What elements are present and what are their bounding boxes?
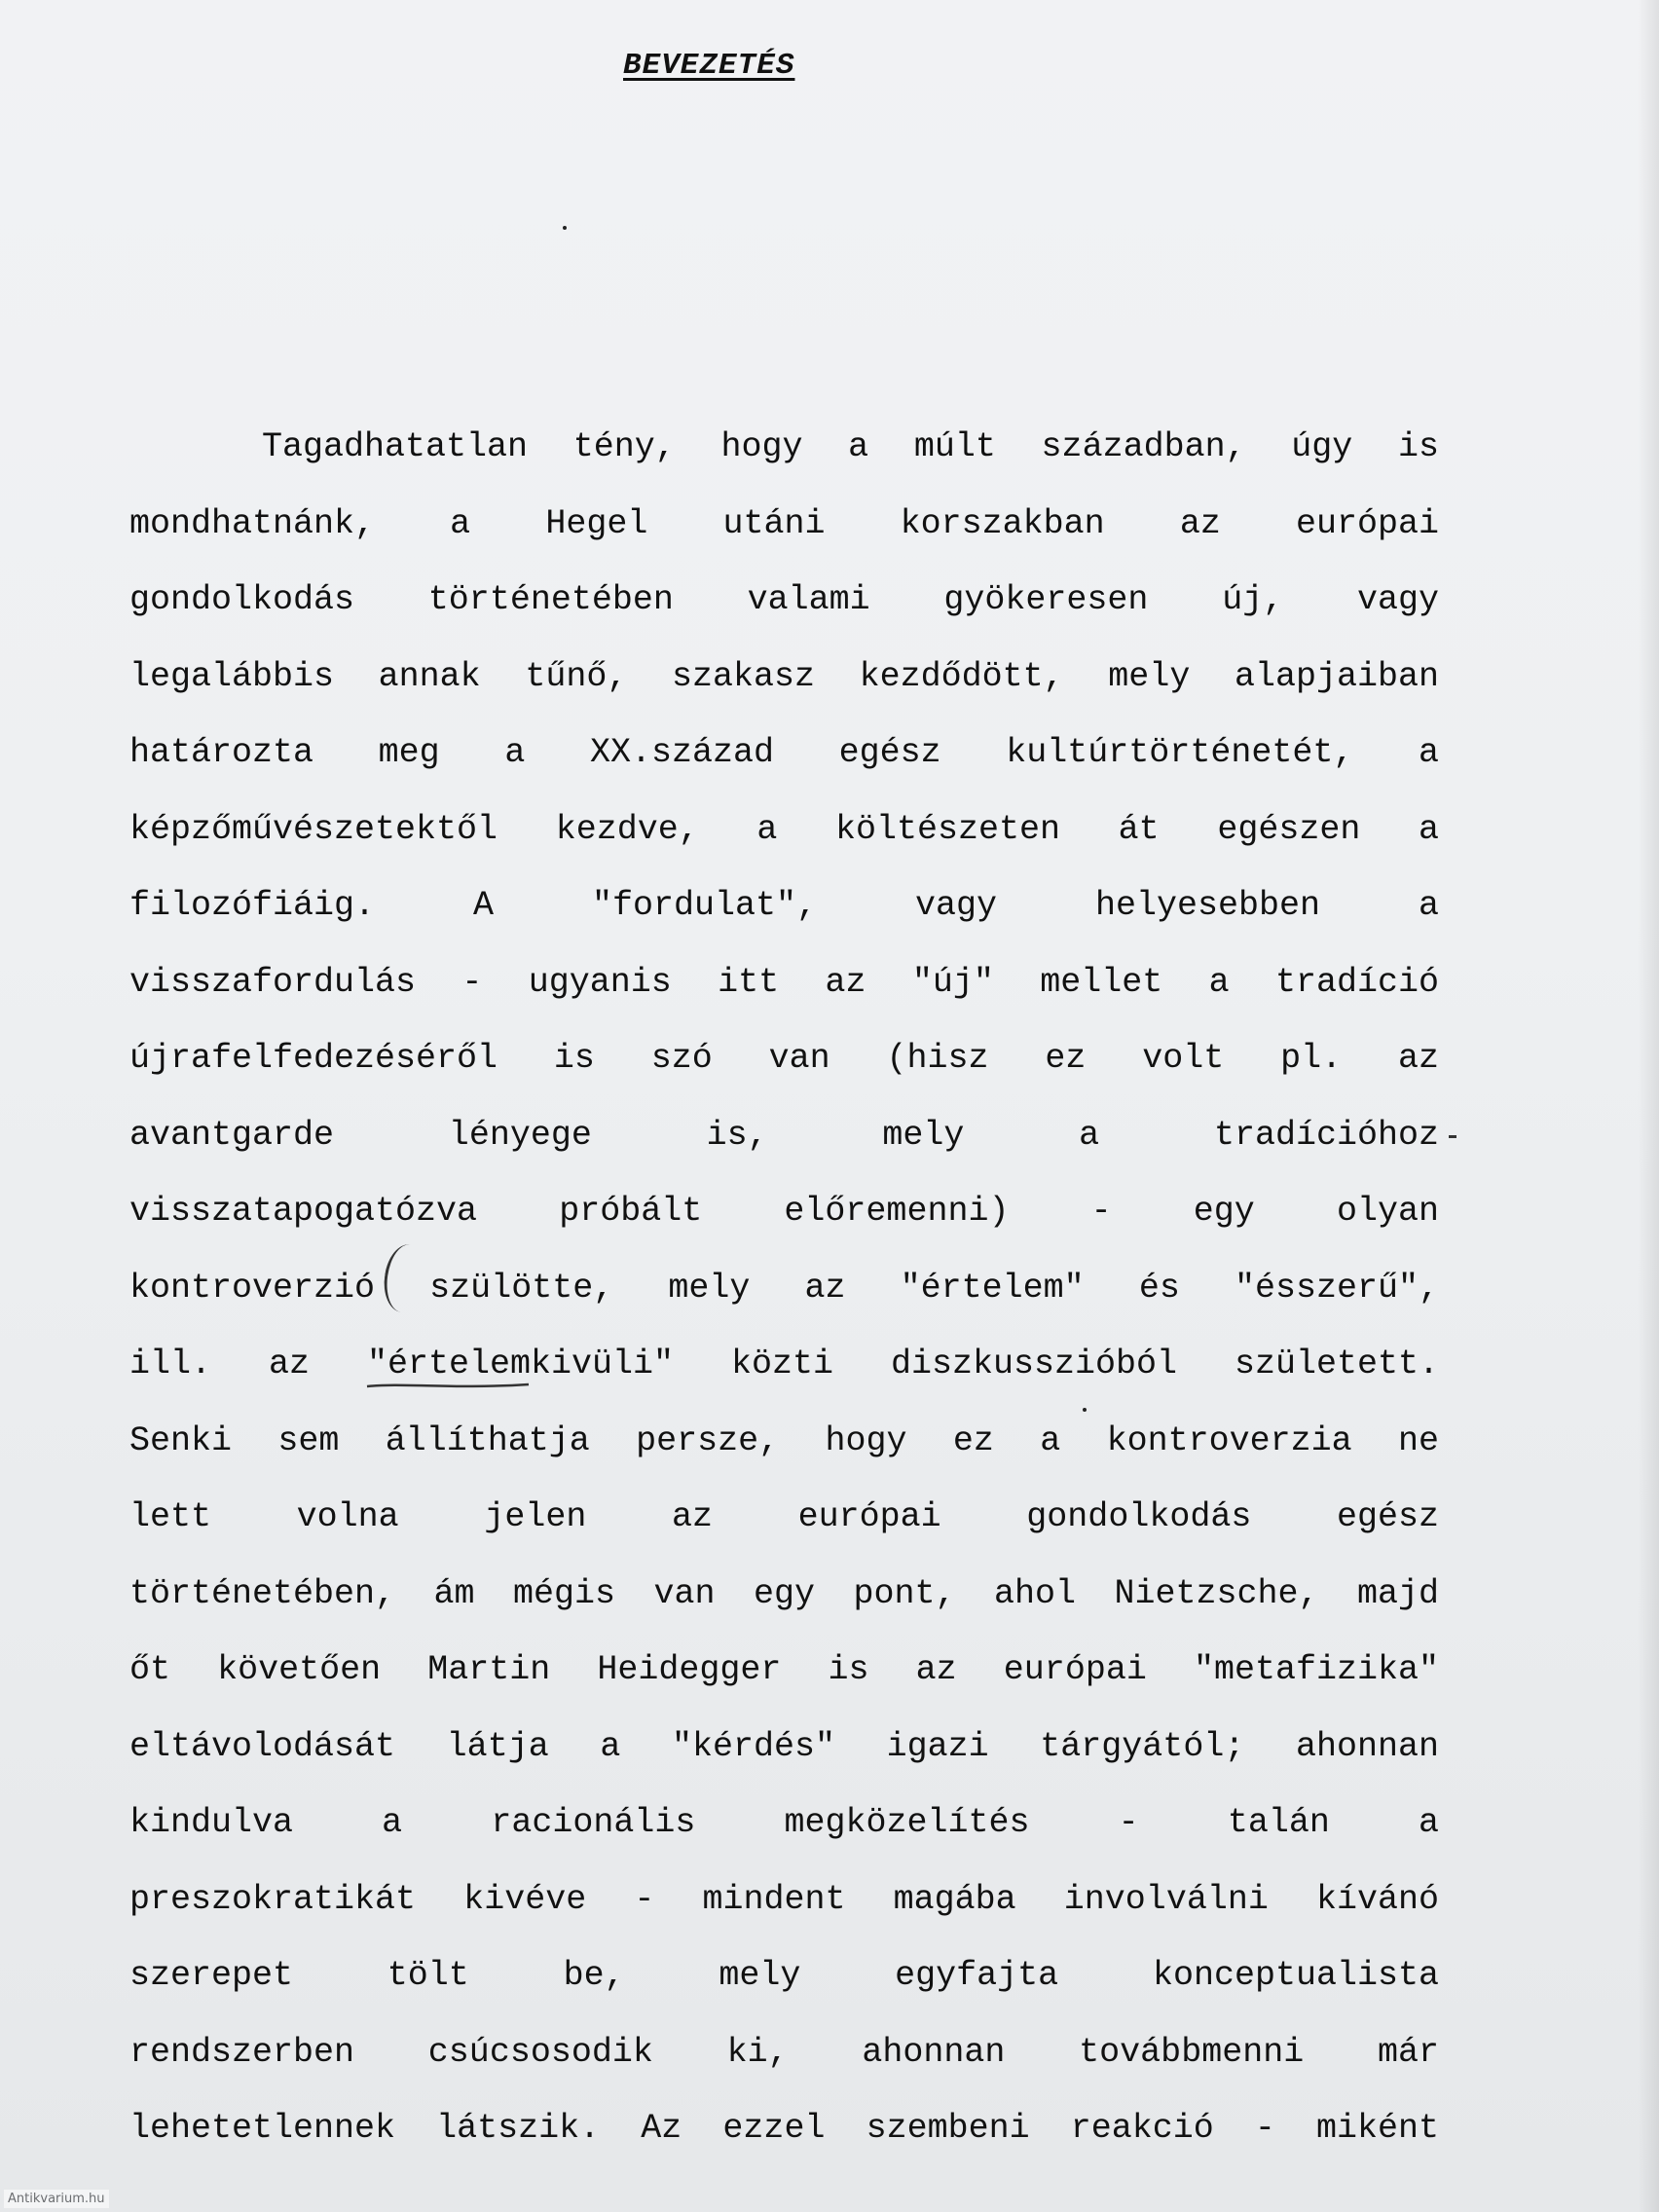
text-line: ill. az "értelemkivüli" közti diszkusszióból született.: [129, 1345, 1439, 1383]
text-line: határozta meg a XX.század egész kultúrtörténetét, a: [129, 733, 1439, 772]
text-line: preszokratikát kivéve - mindent magába involválni kívánó: [129, 1879, 1439, 1919]
text-line: kindulva a racionális megközelítés - talán a: [129, 1803, 1439, 1842]
text-line: rendszerben csúcsosodik ki, ahonnan továbbmenni már: [129, 2032, 1439, 2072]
text-line: legalábbis annak tűnő, szakasz kezdődött, mely alapjaiban: [129, 656, 1439, 696]
text-line: visszatapogatózva próbált előremenni) - egy olyan: [129, 1192, 1439, 1231]
text-line: eltávolodását látja a "kérdés" igazi tárgyától; ahonnan: [129, 1726, 1439, 1766]
text-line: Tagadhatatlan tény, hogy a múlt században, úgy is: [262, 427, 1439, 466]
text-line: visszafordulás - ugyanis itt az "új" mellet a tradíció: [129, 962, 1439, 1002]
body-paragraph: [129, 409, 1439, 2167]
text-line: lett volna jelen az európai gondolkodás egész: [129, 1497, 1439, 1536]
watermark: Antikvarium.hu: [4, 2190, 109, 2208]
pen-dash-icon: [1449, 1135, 1456, 1138]
pen-underline-icon: [365, 1381, 531, 1390]
text-line: lehetetlennek látszik. Az ezzel szembeni reakció - miként: [129, 2109, 1439, 2148]
text-line: őt követően Martin Heidegger is az európai "metafizika": [129, 1650, 1439, 1689]
page-edge-shadow: [1638, 0, 1659, 2212]
text-line: képzőművészetektől kezdve, a költészeten át egészen a: [129, 809, 1439, 849]
text-line: avantgarde lényege is, mely a tradícióhoz: [129, 1115, 1439, 1155]
text-line: gondolkodás történetében valami gyökeresen új, vagy: [129, 580, 1439, 619]
pen-dot-icon: [1083, 1408, 1087, 1412]
text-line: történetében, ám mégis van egy pont, ahol Nietzsche, majd: [129, 1573, 1439, 1613]
text-line: mondhatnánk, a Hegel utáni korszakban az európai: [129, 503, 1439, 543]
text-line: szerepet tölt be, mely egyfajta konceptualista: [129, 1956, 1439, 1995]
text-line: Senki sem állíthatja persze, hogy ez a kontroverzia ne: [129, 1420, 1439, 1460]
text-line: filozófiáig. A "fordulat", vagy helyesebben a: [129, 886, 1439, 925]
document-heading: BEVEZETÉS: [623, 49, 795, 83]
pen-dot-icon: [563, 226, 567, 230]
text-line: kontroverzió szülötte, mely az "értelem" és "ésszerű",: [129, 1268, 1439, 1308]
text-line: újrafelfedezéséről is szó van (hisz ez volt pl. az: [129, 1039, 1439, 1078]
